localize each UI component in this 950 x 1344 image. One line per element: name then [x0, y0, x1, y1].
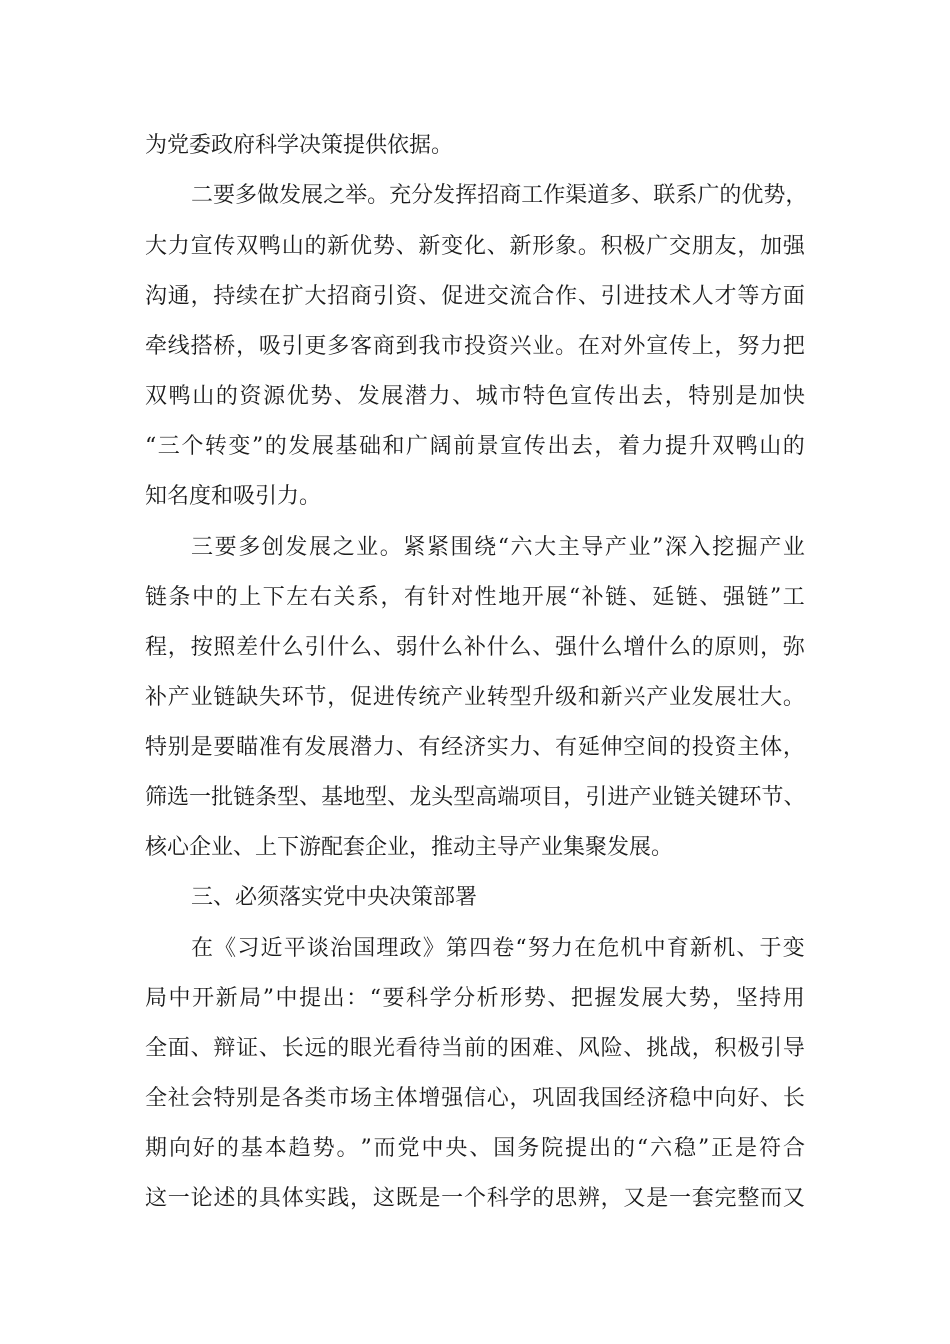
- text-line: 补 产 业 链 缺 失 环 节 ， 促 进 传 统 产 业 转 型 升 级 和 新 兴 产 业 发 展 壮 大 。: [145, 685, 805, 710]
- paragraph-first-line: 三 要 多 创 发 展 之 业 。 紧 紧 围 绕 “ 六 大 主 导 产 业 ” 深 入 挖 掘 产 业: [191, 535, 805, 560]
- text-line: 大 力 宣 传 双 鸭 山 的 新 优 势 、 新 变 化 、 新 形 象 。 积 极 广 交 朋 友 ， 加 强: [145, 234, 805, 259]
- text-line: 这 一 论 述 的 具 体 实 践 ， 这 既 是 一 个 科 学 的 思 辨 ， 又 是 一 套 完 整 而 又: [145, 1186, 805, 1211]
- text-line: 为党委政府科学决策提供依据。: [145, 133, 454, 158]
- text-line: 链 条 中 的 上 下 左 右 关 系 ， 有 针 对 性 地 开 展 “ 补 链 、 延 链 、 强 链 ” 工: [145, 585, 805, 610]
- text-line: 牵 线 搭 桥 ， 吸 引 更 多 客 商 到 我 市 投 资 兴 业 。 在 对 外 宣 传 上 ， 努 力 把: [145, 334, 805, 359]
- text-line: 沟 通 ， 持 续 在 扩 大 招 商 引 资 、 促 进 交 流 合 作 、 引 进 技 术 人 才 等 方 面: [145, 284, 805, 309]
- text-line: 局 中 开 新 局 ” 中 提 出 ： “ 要 科 学 分 析 形 势 、 把 握 发 展 大 势 ， 坚 持 用: [145, 986, 805, 1011]
- text-line: “ 三 个 转 变 ” 的 发 展 基 础 和 广 阔 前 景 宣 传 出 去 ， 着 力 提 升 双 鸭 山 的: [145, 434, 805, 459]
- text-line: 筛 选 一 批 链 条 型 、 基 地 型 、 龙 头 型 高 端 项 目 ， 引 进 产 业 链 关 键 环 节 、: [145, 785, 806, 810]
- section-heading: 三、必须落实党中央决策部署: [191, 885, 478, 910]
- text-line: 核心企业、上下游配套企业，推动主导产业集聚发展。: [145, 835, 674, 860]
- paragraph-first-line: 二 要 多 做 发 展 之 举 。 充 分 发 挥 招 商 工 作 渠 道 多 、 联 系 广 的 优 势 ，: [191, 183, 808, 208]
- text-line: 全 面 、 辩 证 、 长 远 的 眼 光 看 待 当 前 的 困 难 、 风 险 、 挑 战 ， 积 极 引 导: [145, 1036, 805, 1061]
- text-line: 全 社 会 特 别 是 各 类 市 场 主 体 增 强 信 心 ， 巩 固 我 国 经 济 稳 中 向 好 、 长: [145, 1086, 805, 1111]
- text-line: 特 别 是 要 瞄 准 有 发 展 潜 力 、 有 经 济 实 力 、 有 延 伸 空 间 的 投 资 主 体 ，: [145, 735, 805, 760]
- text-line: 期 向 好 的 基 本 趋 势 。 ” 而 党 中 央 、 国 务 院 提 出 的 “ 六 稳 ” 正 是 符 合: [145, 1136, 805, 1161]
- text-line: 双 鸭 山 的 资 源 优 势 、 发 展 潜 力 、 城 市 特 色 宣 传 出 去 ， 特 别 是 加 快: [145, 384, 805, 409]
- text-line: 程 ， 按 照 差 什 么 引 什 么 、 弱 什 么 补 什 么 、 强 什 么 增 什 么 的 原 则 ， 弥: [145, 635, 805, 660]
- paragraph-first-line: 在 《 习 近 平 谈 治 国 理 政 》 第 四 卷 “ 努 力 在 危 机 中 育 新 机 、 于 变: [191, 936, 805, 961]
- text-line: 知名度和吸引力。: [145, 484, 322, 509]
